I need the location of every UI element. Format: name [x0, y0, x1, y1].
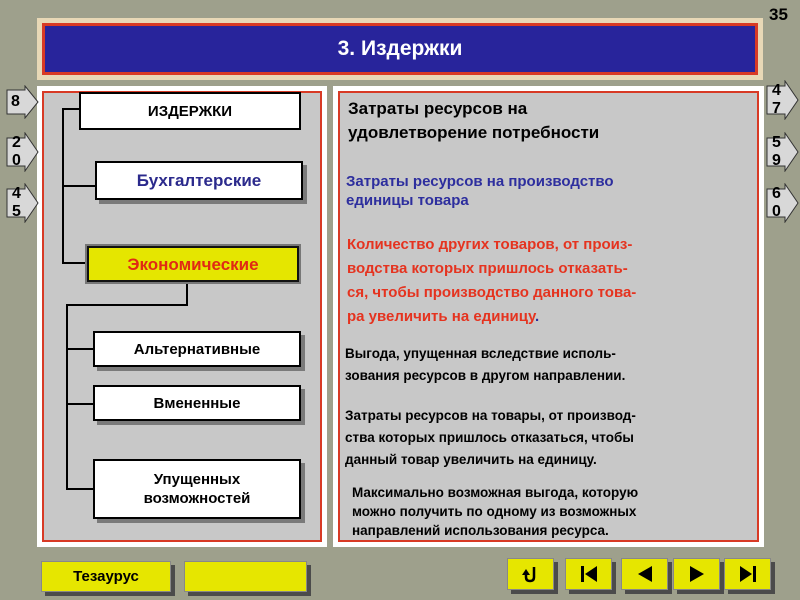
- alternative-costs-box: Альтернативные: [93, 331, 301, 367]
- nav-arrow-60[interactable]: 6 0: [765, 183, 799, 223]
- definition-accounting: Затраты ресурсов на производство единицы товара: [346, 173, 614, 209]
- return-button[interactable]: [507, 558, 554, 590]
- definition-opportunity: Максимально возможная выгода, которую можно получить по одному из возможных направлений использования ресурса.: [352, 485, 639, 538]
- page-number: 35: [769, 5, 788, 24]
- arrow-right-icon: [5, 132, 39, 172]
- arrow-right-icon: [765, 183, 799, 223]
- accounting-costs-box: Бухгалтерские: [95, 161, 303, 200]
- first-slide-icon: [578, 564, 600, 584]
- tree-connector: [66, 304, 68, 490]
- blank-button[interactable]: [184, 561, 307, 592]
- tree-connector: [66, 348, 94, 350]
- first-slide-button[interactable]: [565, 558, 612, 590]
- definition-economic: Количество других товаров, от произ- водства которых пришлось отказать- ся, чтобы производство данного това- ра увеличить на единицу.: [347, 236, 637, 325]
- nav-arrow-20[interactable]: 2 0: [5, 132, 39, 172]
- economic-costs-box: Экономические: [87, 246, 299, 282]
- last-slide-icon: [737, 564, 759, 584]
- nav-arrow-59[interactable]: 5 9: [765, 132, 799, 172]
- tree-connector: [66, 304, 188, 306]
- imputed-costs-box: Вмененные: [93, 385, 301, 421]
- nav-arrow-47[interactable]: 4 7: [765, 80, 799, 120]
- return-icon: [520, 563, 542, 585]
- arrow-right-icon: [5, 183, 39, 223]
- tree-connector: [62, 262, 88, 264]
- costs-root-box: ИЗДЕРЖКИ: [79, 92, 301, 130]
- next-slide-button[interactable]: [673, 558, 720, 590]
- arrow-right-icon: [765, 80, 799, 120]
- definition-alternative: Выгода, упущенная вследствие исполь- зования ресурсов в другом направлении.: [345, 346, 626, 383]
- opportunity-costs-box: [93, 459, 301, 519]
- previous-slide-button[interactable]: [621, 558, 668, 590]
- tree-connector: [62, 108, 80, 110]
- tree-connector: [66, 403, 94, 405]
- tree-connector: [66, 488, 94, 490]
- tree-connector: [62, 185, 96, 187]
- opportunity-costs-line1: Упущенных: [153, 471, 241, 488]
- definition-imputed: Затраты ресурсов на товары, от производ- ства которых пришлось отказаться, чтобы данный товар увеличить на единицу.: [345, 408, 636, 467]
- tree-connector: [186, 282, 188, 304]
- nav-arrow-45[interactable]: 4 5: [5, 183, 39, 223]
- previous-icon: [634, 564, 656, 584]
- slide-title: 3. Издержки: [42, 23, 758, 75]
- nav-arrow-8[interactable]: 8: [5, 85, 39, 119]
- arrow-right-icon: [765, 132, 799, 172]
- opportunity-costs-line2: возможностей: [143, 490, 251, 507]
- definition-costs: Затраты ресурсов на удовлетворение потребности: [348, 99, 600, 142]
- thesaurus-button[interactable]: Тезаурус: [41, 561, 171, 592]
- last-slide-button[interactable]: [724, 558, 771, 590]
- next-icon: [686, 564, 708, 584]
